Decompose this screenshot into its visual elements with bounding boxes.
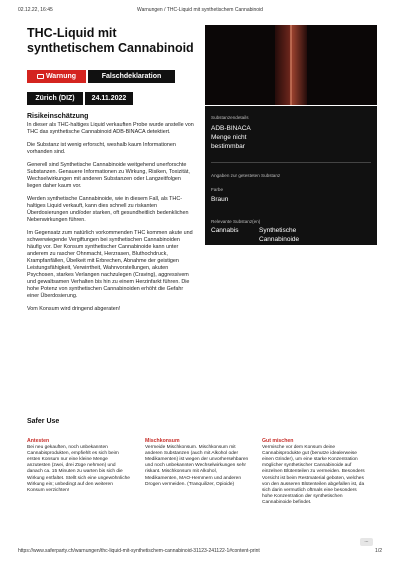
print-page-title: Warnungen / THC-Liquid mit synthetischem Cannabinoid: [137, 7, 263, 13]
risk-paragraph: In dieser als THC-haltiges Liquid verkauften Probe wurde anstelle von THC das synthetische Cannabinoid ADB-BINACA detektiert.: [27, 122, 194, 135]
safer-use-column-title: Antesten: [27, 438, 50, 444]
risk-paragraph: Die Substanz ist wenig erforscht, weshalb kaum Informationen vorhanden sind.: [27, 142, 176, 155]
substance-amount-line-1: Menge nicht: [211, 134, 247, 141]
substance-amount-line-2: bestimmbar: [211, 143, 245, 150]
warning-badge-label: Warnung: [45, 73, 77, 80]
risk-paragraph: Generell sind Synthetische Cannabinoide weitgehend unerforschte Substanzen. Genauere Informationen zu Wirkung, Risiken, Toxizität, Wechselwirkungen mit anderen Substanzen oder Langzeitfolgen liegen daher kaum vor.: [27, 162, 190, 189]
liquid-bottle-photo: [205, 25, 377, 105]
mislabel-badge: Falschdeklaration: [88, 70, 175, 83]
safer-use-column-text: Vermische vor dem Konsum deine Cannabisprodukte gut (benutze idealerweise einen Grinder), um eine starke Konzentration möglicher synthetischer Cannabinoide auf einzelnen Blütenteilen zu vermeiden. Besonders Vorsicht ist beim Restmaterial geboten, welches von den äusseren Blütenteilen abgefallen ist, da sich darin vermutlich oftmals eine besonders hohe Konzentration der synthetischen Cannabinoide befindet.: [262, 445, 365, 505]
print-header: [18, 7, 382, 15]
risk-assessment: [27, 113, 195, 319]
relevant-substance-cannabis: Cannabis: [211, 227, 239, 234]
print-page-number: 1/2: [375, 548, 382, 554]
risk-paragraph: Werden synthetische Cannabinoide, wie in diesem Fall, als THC-haltiges Liquid verkauft, kann dies schnell zu riskanten Überdosierungen und/oder starken, oft gesundheitlich bedenklichen Nebenwirkungen führen.: [27, 196, 189, 223]
safer-use-column-text: Vermeide Mischkonsum. Mischkonsum mit anderen Substanzen (auch mit Alkohol oder Medikamenten) ist wegen der unvorhersehbaren und noch unbekannten Wechselwirkungen sehr riskant. Mischkonsum mit Alkohol, Medikamenten, MAO-Hemmern und anderen Drogen vermeiden. (Tranquilizer, Opioide): [145, 445, 249, 487]
stated-substance-label: Angaben zur getesteten Substanz: [211, 173, 281, 178]
warning-icon: [37, 74, 44, 79]
divider: [211, 162, 371, 163]
safer-use-column-title: Mischkonsum: [145, 438, 180, 444]
print-url: https://www.saferparty.ch/warnungen/thc-liquid-mit-synthetischem-cannabinoid-31123-241122-1#content-print: [18, 548, 260, 554]
relevant-substance-synthetic-line-2: Cannabinoide: [259, 236, 300, 243]
substance-details-label: Substanzendetails: [211, 115, 249, 120]
safer-use-column-text: Bei neu gekauften, noch unbekannten Cannabisprodukten, empfiehlt es sich beim ersten Konsum nur eine kleine Menge anzutesten (zwei, drei Züge nehmen) und danach ca. 15 Minuten zu warten bis sich die Wirkung entfaltet. Stellt sich eine ungewöhnliche Wirkung ein; unbedingt auf den weiteren Konsum verzichten!: [27, 445, 130, 493]
page-title: THC-Liquid mit synthetischem Cannabinoid: [27, 26, 194, 55]
risk-paragraph: Vom Konsum wird dringend abgeraten!: [27, 306, 121, 312]
date-badge: 24.11.2022: [85, 92, 133, 105]
relevant-substance-synthetic-line-1: Synthetische: [259, 227, 297, 234]
substance-details-panel: [205, 106, 377, 245]
risk-paragraph: Im Gegensatz zum natürlich vorkommenden THC kommen akute und schwerwiegende Vergiftungen bei synthetischen Cannabinoiden häufig vor. Der Konsum synthetischer Cannabinoide kann unter anderem zu rascher Ohnmacht, Herzrasen, Bluthochdruck, Krampfanfällen, Übelkeit mit Erbrechen, Abnahme der geistigen Leistungsfähigkeit, Verwirrtheit, Wahnvorstellungen, akuten Psychosen, starkes Verlangen nachzulegen (Craving), aggressivem und gewaltsamen Verhalten bis hin zu einem Herzinfarkt führen. Die hohe Potenz von synthetischen Cannabinoiden erhöht die Gefahr einer Überdosierung.: [27, 230, 193, 299]
print-datetime: 02.12.22, 16:45: [18, 7, 53, 13]
safer-use-column-mischkonsum: [145, 438, 249, 488]
hero-image: [205, 25, 377, 105]
scroll-to-top-button[interactable]: ...: [360, 538, 373, 546]
safer-use-column-antesten: [27, 438, 131, 494]
print-footer: [18, 548, 382, 556]
relevant-substances-label: Relevante Substanz(en): [211, 219, 261, 224]
risk-heading: Risikeinschätzung: [27, 113, 89, 120]
color-label: Farbe: [211, 187, 224, 192]
warning-badge: [27, 70, 86, 83]
substance-name: ADB-BINACA: [211, 125, 251, 132]
safer-use-column-gut-mischen: [262, 438, 366, 506]
location-badge: Zürich (DIZ): [27, 92, 83, 105]
color-value: Braun: [211, 196, 229, 203]
safer-use-heading: Safer Use: [27, 418, 60, 425]
safer-use-column-title: Gut mischen: [262, 438, 294, 444]
